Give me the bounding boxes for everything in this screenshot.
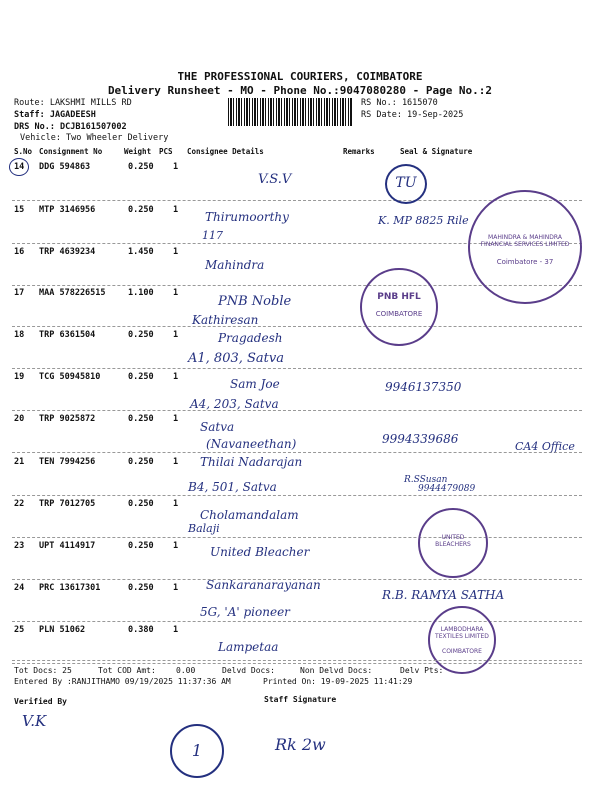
row-consignment-no: MAA 578226515 (39, 288, 106, 298)
route-label: Route: LAKSHMI MILLS RD (14, 98, 132, 108)
signature-mark: TU (385, 164, 427, 204)
row-pcs: 1 (173, 457, 179, 467)
row-consignment-no: TRP 9025872 (39, 414, 96, 424)
handwriting-note: B4, 501, Satva (188, 480, 277, 494)
seal-text: PNB HFL (377, 292, 421, 302)
vehicle-label: Vehicle: Two Wheeler Delivery (20, 133, 169, 143)
seal-text: LAMBODHARA TEXTILES LIMITED (435, 626, 489, 640)
total-cod-value: 0.00 (176, 666, 196, 675)
col-consignee: Consignee Details (187, 147, 264, 156)
handwriting-note: Sam Joe (230, 377, 280, 391)
row-sno: 24 (14, 583, 25, 593)
row-sno: 22 (14, 499, 25, 509)
row-divider (12, 410, 582, 411)
staff-label: Staff: JAGADEESH (14, 110, 96, 120)
total-docs: Tot Docs: 25 (14, 666, 72, 675)
seal-text: COIMBATORE (442, 648, 482, 655)
staff-signature-label: Staff Signature (264, 695, 337, 704)
seal-text: Coimbatore - 37 (496, 258, 554, 266)
signature-mark: 9994339686 (382, 432, 459, 446)
rs-date: RS Date: 19-Sep-2025 (361, 110, 464, 120)
row-pcs: 1 (173, 205, 179, 215)
lambodhara-seal (428, 606, 496, 674)
row-consignment-no: TCG 50945810 (39, 372, 101, 382)
handwriting-note: Thilai Nadarajan (200, 455, 303, 469)
row-pcs: 1 (173, 541, 179, 551)
signature-mark: R.SSusan (404, 475, 448, 485)
row-weight: 0.250 (128, 205, 154, 215)
row-consignment-no: MTP 3146956 (39, 205, 96, 215)
row-pcs: 1 (173, 583, 179, 593)
signature-mark: K. MP 8825 Rile (378, 214, 469, 227)
pnb-seal (360, 268, 438, 346)
total-cod-label: Tot COD Amt: (98, 666, 156, 675)
handwriting-note: 5G, 'A' pioneer (200, 605, 290, 619)
row-consignment-no: TRP 4639234 (39, 247, 96, 257)
handwriting-note: V.S.V (258, 172, 292, 187)
row-sno: 15 (14, 205, 25, 215)
handwriting-note: Cholamandalam (200, 508, 299, 522)
handwriting-note: Pragadesh (218, 331, 283, 345)
rs-number: RS No.: 1615070 (361, 98, 438, 108)
row-pcs: 1 (173, 625, 179, 635)
col-remarks: Remarks (343, 147, 375, 156)
row-consignment-no: TEN 7994256 (39, 457, 96, 467)
report-subtitle: Delivery Runsheet - MO - Phone No.:9047080280 - Page No.:2 (107, 84, 493, 97)
row-pcs: 1 (173, 499, 179, 509)
row-sno: 14 (9, 158, 29, 176)
row-weight: 0.250 (128, 583, 154, 593)
entered-by: Entered By :RANJITHAMO 09/19/2025 11:37:36 AM (14, 677, 231, 686)
signature-mark: R.B. RAMYA SATHA (382, 588, 505, 602)
row-consignment-no: TRP 6361504 (39, 330, 96, 340)
handwriting-note: Lampetaa (218, 640, 279, 654)
seal-text: MAHINDRA & MAHINDRA FINANCIAL SERVICES LIMITED (480, 234, 570, 248)
row-divider (12, 368, 582, 369)
row-sno: 23 (14, 541, 25, 551)
delivered-docs: Delvd Docs: (222, 666, 275, 675)
row-consignment-no: UPT 4114917 (39, 541, 96, 551)
staff-signature: Rk 2w (275, 735, 326, 754)
row-pcs: 1 (173, 247, 179, 257)
handwriting-note: Mahindra (205, 258, 265, 272)
row-weight: 0.380 (128, 625, 154, 635)
seal-text: COIMBATORE (375, 310, 423, 318)
row-divider (12, 326, 582, 327)
handwriting-note: PNB Noble (218, 294, 292, 309)
row-pcs: 1 (173, 162, 179, 172)
row-divider (12, 537, 582, 538)
row-divider (12, 621, 582, 622)
row-sno: 16 (14, 247, 25, 257)
row-pcs: 1 (173, 288, 179, 298)
row-weight: 0.250 (128, 330, 154, 340)
col-pcs: PCS (159, 147, 173, 156)
row-weight: 0.250 (128, 457, 154, 467)
col-seal: Seal & Signature (400, 147, 473, 156)
handwriting-note: Kathiresan (192, 313, 259, 327)
row-consignment-no: TRP 7012705 (39, 499, 96, 509)
col-sno: S.No (14, 147, 33, 156)
row-sno: 21 (14, 457, 25, 467)
signature-mark: CA4 Office (515, 440, 575, 453)
circle-mark: 1 (170, 724, 224, 778)
handwriting-note: 117 (202, 229, 223, 242)
handwriting-note: A1, 803, Satva (188, 351, 284, 366)
row-sno: 19 (14, 372, 25, 382)
handwriting-note: (Navaneethan) (206, 437, 297, 451)
col-consignment: Consignment No (39, 147, 103, 156)
row-consignment-no: PLN 51062 (39, 625, 86, 635)
handwriting-note: Thirumoorthy (205, 210, 289, 224)
handwriting-note: Sankaranarayanan (206, 578, 321, 592)
barcode (228, 98, 353, 126)
row-sno: 17 (14, 288, 25, 298)
row-divider (12, 452, 582, 453)
row-weight: 0.250 (128, 541, 154, 551)
row-divider (12, 663, 582, 664)
row-weight: 1.100 (128, 288, 154, 298)
row-divider (12, 495, 582, 496)
verified-by-label: Verified By (14, 697, 67, 706)
col-weight: Weight (124, 147, 152, 156)
printed-on: Printed On: 19-09-2025 11:41:29 (263, 677, 413, 686)
row-sno: 18 (14, 330, 25, 340)
non-delivered-docs: Non Delvd Docs: (300, 666, 373, 675)
row-weight: 0.250 (128, 162, 154, 172)
row-consignment-no: PRC 13617301 (39, 583, 101, 593)
delivery-points: Delv Pts: (400, 666, 444, 675)
row-pcs: 1 (173, 372, 179, 382)
row-pcs: 1 (173, 330, 179, 340)
report-title: THE PROFESSIONAL COURIERS, COIMBATORE (177, 70, 423, 83)
handwriting-note: Satva (200, 420, 235, 434)
row-consignment-no: DDG 594863 (39, 162, 91, 172)
row-sno: 20 (14, 414, 25, 424)
row-pcs: 1 (173, 414, 179, 424)
verifier-signature: V.K (22, 712, 47, 730)
handwriting-note: United Bleacher (210, 545, 310, 559)
handwriting-note: A4, 203, Satva (190, 397, 279, 411)
mahindra-seal (468, 190, 582, 304)
seal-text: UNITED BLEACHERS (435, 534, 471, 548)
row-weight: 0.250 (128, 414, 154, 424)
row-weight: 1.450 (128, 247, 154, 257)
signature-mark: 9944479089 (418, 484, 476, 494)
drs-number: DRS No.: DCJB161507002 (14, 122, 127, 132)
bleachers-seal (418, 508, 488, 578)
row-sno: 25 (14, 625, 25, 635)
handwriting-note: Balaji (188, 522, 220, 535)
row-weight: 0.250 (128, 372, 154, 382)
signature-mark: 9946137350 (385, 380, 462, 394)
row-weight: 0.250 (128, 499, 154, 509)
